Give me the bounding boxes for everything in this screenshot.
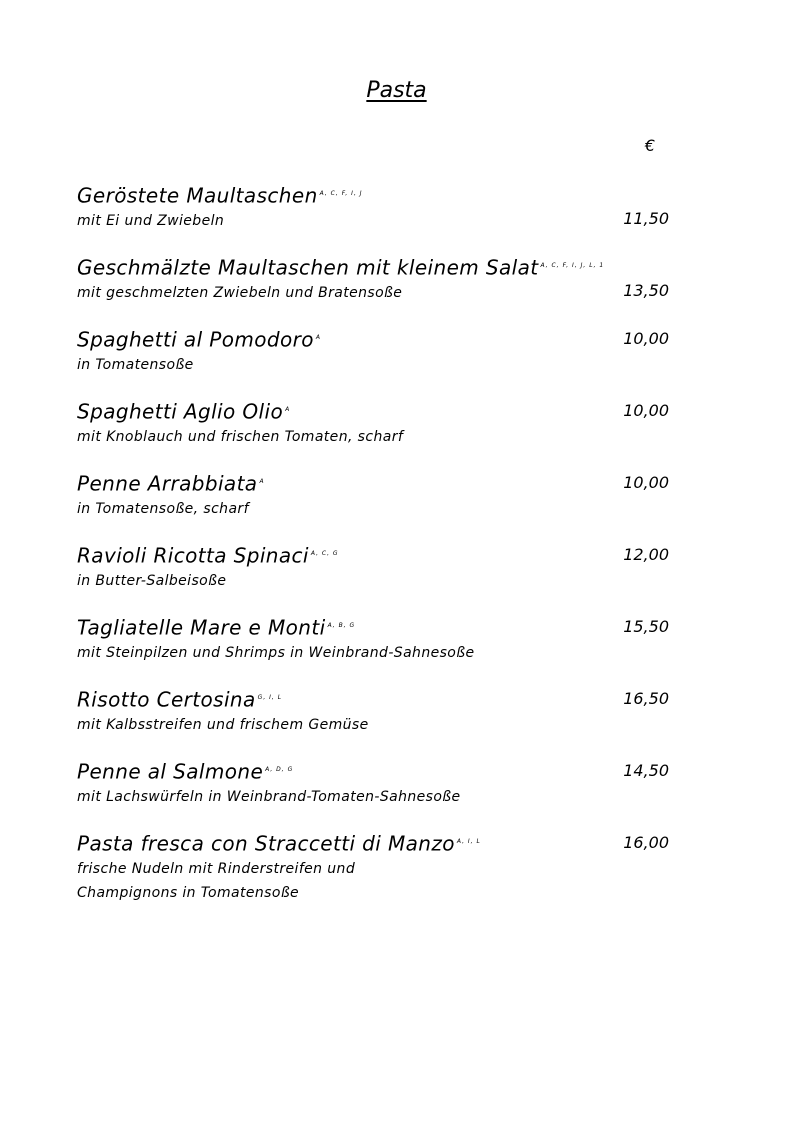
dish-name	[77, 469, 677, 497]
dish-name	[77, 253, 677, 281]
dish-name-text: Pasta fresca con Straccetti di Manzo	[77, 831, 455, 856]
menu-item	[77, 469, 677, 521]
allergen-codes: A	[285, 406, 291, 413]
dish-name	[77, 613, 677, 641]
dish-price: 16,00	[623, 833, 669, 852]
page-title: Pasta	[366, 78, 427, 103]
dish-name-text: Geschmälzte Maultaschen mit kleinem Salat	[77, 255, 539, 280]
dish-name	[77, 397, 677, 425]
dish-price: 13,50	[623, 281, 669, 300]
menu-item	[77, 181, 677, 233]
menu-item	[77, 397, 677, 449]
menu-item	[77, 685, 677, 737]
dish-name	[77, 325, 677, 353]
dish-name-text: Penne al Salmone	[77, 759, 264, 784]
dish-description: mit Knoblauch und frischen Tomaten, scharf	[77, 428, 404, 445]
dish-description: mit Lachswürfeln in Weinbrand-Tomaten-Sahnesoße	[77, 788, 461, 805]
dish-description: in Tomatensoße	[77, 356, 194, 373]
dish-name	[77, 829, 677, 857]
dish-price: 10,00	[623, 329, 669, 348]
dish-name	[77, 541, 677, 569]
dish-price: 10,00	[623, 401, 669, 420]
dish-description: mit Ei und Zwiebeln	[77, 212, 225, 229]
dish-description: mit geschmelzten Zwiebeln und Bratensoße	[77, 284, 403, 301]
dish-price: 12,00	[623, 545, 669, 564]
allergen-codes: G, I, L	[257, 694, 283, 701]
allergen-codes: A, C, F, I, J, L, 1	[540, 262, 605, 269]
allergen-codes: A, B, G	[327, 622, 356, 629]
dish-name-text: Spaghetti al Pomodoro	[77, 327, 314, 352]
dish-name-text: Tagliatelle Mare e Monti	[77, 615, 326, 640]
dish-name-text: Ravioli Ricotta Spinaci	[77, 543, 309, 568]
dish-name	[77, 757, 677, 785]
allergen-codes: A	[315, 334, 322, 341]
currency-header: €	[644, 136, 656, 155]
dish-description: in Butter-Salbeisoße	[77, 572, 227, 589]
menu-item	[77, 757, 677, 809]
menu-item	[77, 325, 677, 377]
dish-price: 11,50	[623, 209, 669, 228]
dish-price: 15,50	[623, 617, 669, 636]
allergen-codes: A	[259, 478, 265, 485]
dish-name-text: Risotto Certosina	[77, 687, 256, 712]
allergen-codes: A, I, L	[456, 838, 481, 845]
allergen-codes: A, C, G	[310, 550, 339, 557]
dish-price: 10,00	[623, 473, 669, 492]
allergen-codes: A, C, F, I, J	[319, 190, 363, 197]
menu-item	[77, 541, 677, 593]
dish-price: 14,50	[623, 761, 669, 780]
dish-description: mit Kalbsstreifen und frischem Gemüse	[77, 716, 369, 733]
dish-description: Champignons in Tomatensoße	[77, 884, 300, 901]
dish-description: mit Steinpilzen und Shrimps in Weinbrand-Sahnesoße	[77, 644, 475, 661]
dish-name-text: Geröstete Maultaschen	[77, 183, 318, 208]
dish-price: 16,50	[623, 689, 669, 708]
dish-name-text: Penne Arrabbiata	[77, 471, 258, 496]
dish-name	[77, 181, 677, 209]
allergen-codes: A, D, G	[265, 766, 294, 773]
menu-item	[77, 613, 677, 665]
dish-name	[77, 685, 677, 713]
menu-item	[77, 829, 677, 905]
dish-name-text: Spaghetti Aglio Olio	[77, 399, 284, 424]
menu-item	[77, 253, 677, 305]
dish-description: in Tomatensoße, scharf	[77, 500, 249, 517]
dish-description: frische Nudeln mit Rinderstreifen und	[77, 860, 356, 877]
